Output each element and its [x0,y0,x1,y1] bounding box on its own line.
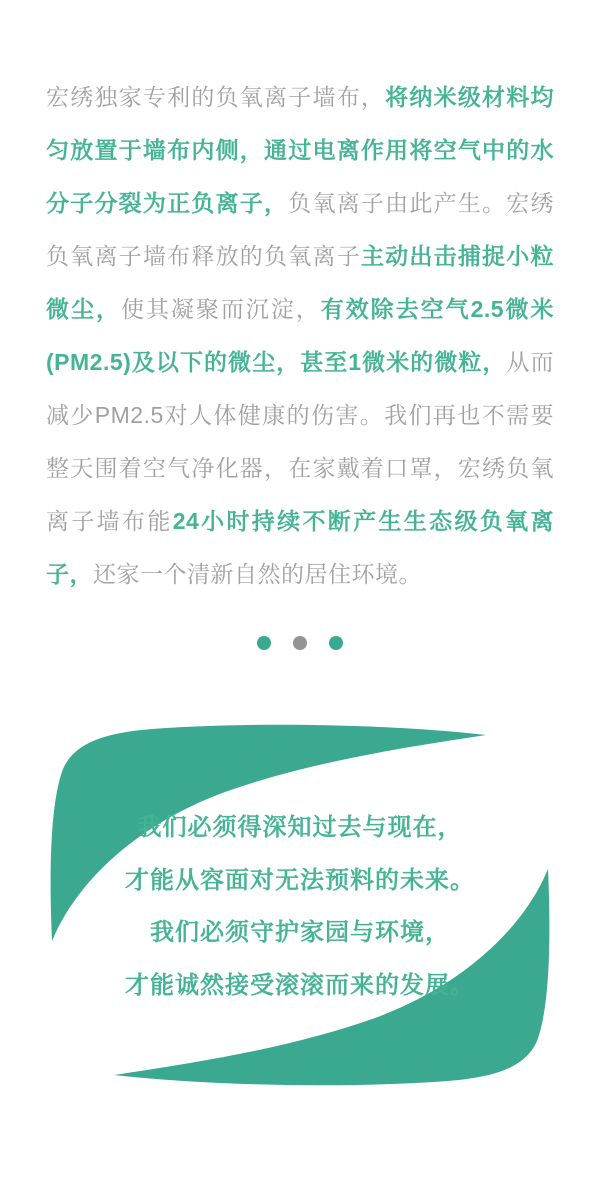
intro-text-segment: 从而减少PM2.5对人体健康的伤害。我们再也不需要整天围着空气净化器，在家戴着口罩，宏绣负氧离子墙布能 [46,349,555,534]
teal-dot [257,636,271,650]
quote-block [0,720,600,1090]
quote-line: 我们必须守护家园与环境， [150,919,450,946]
intro-paragraph [46,71,554,601]
quote-line: 才能从容面对无法预料的未来。 [125,866,475,894]
quote-line: 我们必须得深知过去与现在， [137,814,463,841]
intro-emphasis-segment: 主动出击捕捉小粒微尘， [46,243,555,322]
quote-text [0,802,600,1012]
intro-emphasis-segment: 将纳米级材料均匀放置于墙布内侧，通过电离作用将空气中的水分子分裂为正负离子， [46,84,555,216]
intro-text-segment: 还家一个清新自然的居住环境。 [93,561,422,587]
intro-emphasis-segment: 24小时持续不断产生生态级负氧离子， [46,508,554,587]
quote-line: 才能诚然接受滚滚而来的发展。 [125,971,475,999]
intro-emphasis-segment: 有效除去空气2.5微米(PM2.5)及以下的微尘，甚至1微米的微粒， [46,296,555,375]
dots-divider [0,636,600,650]
intro-text-segment: 负氧离子由此产生。宏绣负氧离子墙布释放的负氧离子 [46,190,555,269]
gray-dot [293,636,307,650]
teal-dot [329,636,343,650]
intro-text-segment: 宏绣独家专利的负氧离子墙布， [46,84,386,110]
intro-text-segment: 使其凝聚而沉淀， [120,296,321,322]
